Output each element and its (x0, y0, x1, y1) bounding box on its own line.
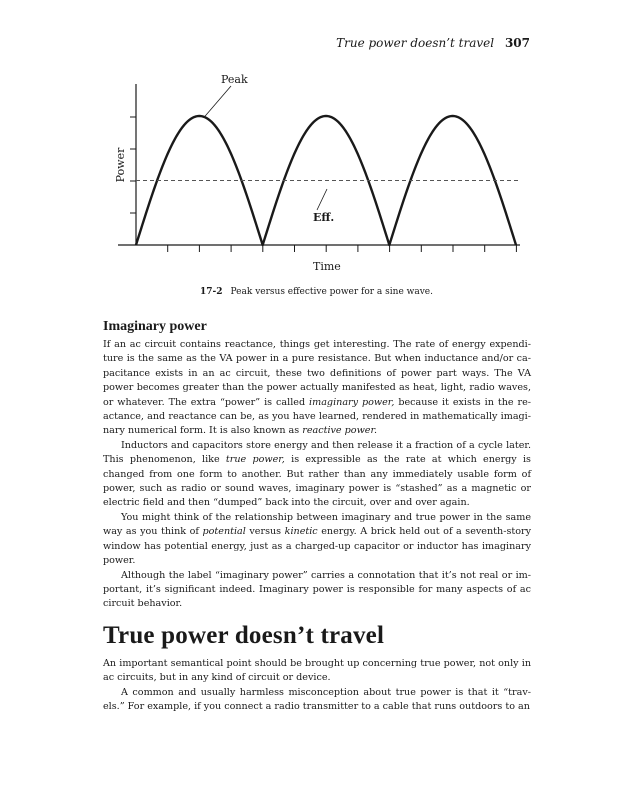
chart-ticks (130, 117, 516, 252)
emphasis-text: true power, (225, 454, 285, 466)
emphasis-text: kinetic (284, 526, 318, 538)
section-imaginary-power (103, 319, 531, 612)
eff-annotation: Eff. (313, 211, 335, 224)
figure-chart (0, 0, 627, 300)
figure-number: 17-2 (200, 287, 223, 297)
chart-series (136, 116, 519, 245)
section-body (103, 338, 531, 612)
eff-leader-line (317, 189, 327, 210)
emphasis-text: reactive power. (302, 425, 378, 437)
page-number: 307 (504, 36, 530, 50)
paragraph: Inductors and capacitors store energy and then release it a fraction of a cycle later. This phenomenon, like true power, is expressible as the rate at which energy is changed from one form to another. But rather than any immediately usable form of power, such as radio or sound waves, imaginary power is “stashed” as a magnetic or electric field and then “dumped” back into the circuit, over and over again. (103, 439, 531, 509)
chart-axes (114, 84, 520, 273)
figure-caption-text: Peak versus effective power for a sine wave. (230, 287, 433, 297)
figure-caption (200, 287, 433, 297)
emphasis-text: imaginary power, (309, 396, 395, 408)
section-body (103, 657, 531, 715)
paragraph: A common and usually harmless misconception about true power is that it “travels.” For example, if you connect a radio transmitter to a cable that runs outdoors to an (103, 686, 531, 713)
paragraph: You might think of the relationship between imaginary and true power in the same way as you think of potential versus kinetic energy. A brick held out of a seventh-story window has potential energy, just as a charged-up capacitor or inductor has imaginary power. (103, 511, 532, 567)
section-heading: Imaginary power (103, 319, 207, 334)
chart-annotations (204, 73, 334, 224)
peak-annotation: Peak (221, 73, 248, 86)
paragraph: An important semantical point should be brought up concerning true power, not only in ac circuits, but in any kind of circuit or device. (103, 658, 531, 684)
x-axis-label: Time (313, 260, 341, 273)
running-head-title: True power doesn’t travel (336, 36, 495, 50)
paragraph: Although the label “imaginary power” carries a connotation that it’s not real or important, it’s significant indeed. Imaginary power is responsible for many aspects of ac circuit behavior. (103, 569, 531, 610)
paragraph: If an ac circuit contains reactance, things get interesting. The rate of energy expenditure is the same as the VA power in a pure resistance. But when inductance and/or capacitance exists in an ac circuit, these two definitions of power part ways. The VA power becomes greater than the power actually manifested as heat, light, radio waves, or whatever. The extra “power” is called imaginary power, because it exists in the reactance, and reactance can be, as you have learned, rendered in mathematically imaginary numerical form. It is also known as reactive power. (103, 339, 532, 437)
section-heading: True power doesn’t travel (103, 622, 385, 649)
peak-leader-line (204, 86, 231, 117)
emphasis-text: potential (202, 526, 246, 538)
y-axis-label: Power (114, 147, 127, 183)
section-true-power (103, 622, 531, 715)
